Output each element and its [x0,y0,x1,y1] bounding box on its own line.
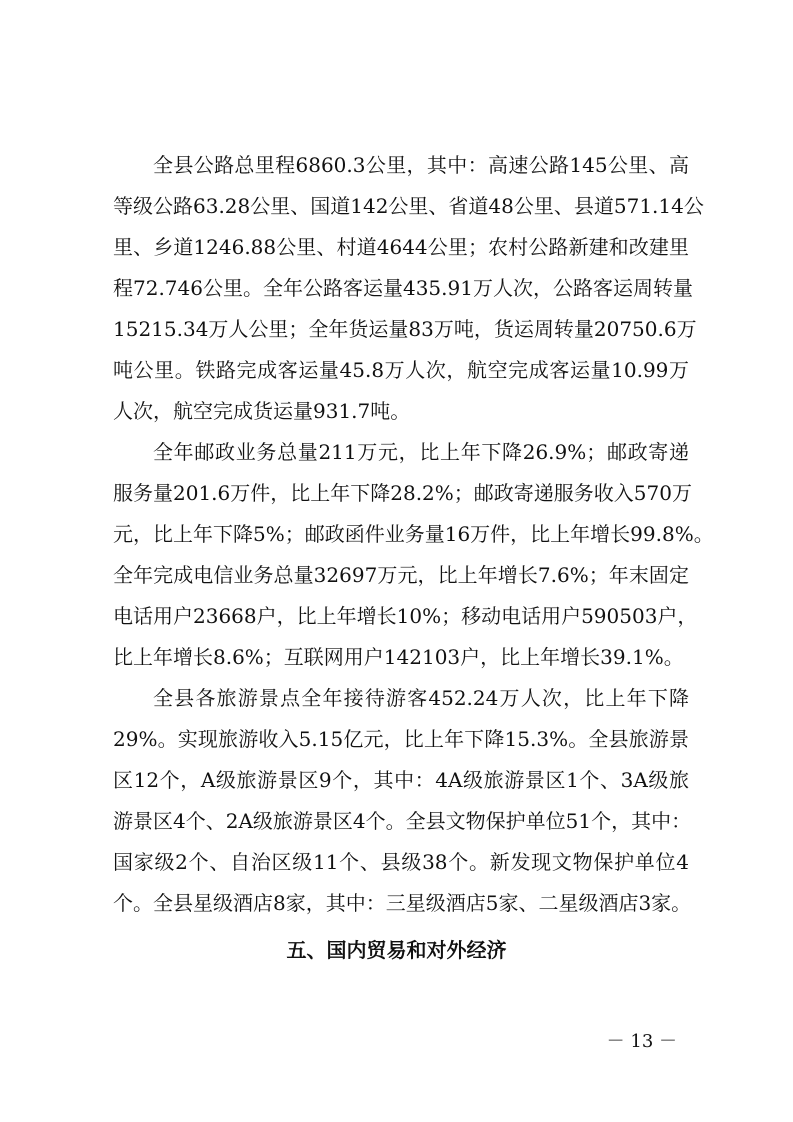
paragraph-line: 游景区4个、2A级旅游景区4个。全县文物保护单位51个，其中： [113,809,692,833]
paragraph-line: 个。全县星级酒店8家，其中：三星级酒店5家、二星级酒店3家。 [113,891,692,915]
paragraph-line: 等级公路63.28公里、国道142公里、省道48公里、县道571.14公 [113,194,704,218]
paragraph-line: 里、乡道1246.88公里、村道4644公里；农村公路新建和改建里 [113,235,689,259]
paragraph-line: 服务量201.6万件，比上年下降28.2%；邮政寄递服务收入570万 [113,481,692,505]
paragraph-line: 15215.34万人公里；全年货运量83万吨，货运周转量20750.6万 [113,317,697,341]
paragraph-line: 全年邮政业务总量211万元，比上年下降26.9%；邮政寄递 [153,440,689,464]
page-number: － 13 － [606,1031,677,1052]
paragraph-line: 全年完成电信业务总量32697万元，比上年增长7.6%；年末固定 [113,563,689,587]
paragraph-line: 元，比上年下降5%；邮政函件业务量16万件，比上年增长99.8%。 [113,522,714,546]
paragraph-line: 29%。实现旅游收入5.15亿元，比上年下降15.3%。全县旅游景 [113,727,689,751]
body-text [113,145,714,924]
paragraph-line: 程72.746公里。全年公路客运量435.91万人次，公路客运周转量 [113,276,693,300]
section-heading: 五、国内贸易和对外经济 [286,938,507,962]
paragraph-line: 电话用户23668户，比上年增长10%；移动电话用户590503户， [113,604,698,628]
paragraph-line: 比上年增长8.6%；互联网用户142103户，比上年增长39.1%。 [113,645,684,669]
paragraph-line: 区12个，A级旅游景区9个，其中：4A级旅游景区1个、3A级旅 [113,768,689,792]
paragraph-line: 全县公路总里程6860.3公里，其中：高速公路145公里、高 [153,153,689,177]
paragraph-line: 吨公里。铁路完成客运量45.8万人次，航空完成客运量10.99万 [113,358,689,382]
paragraph-line: 全县各旅游景点全年接待游客452.24万人次，比上年下降 [153,686,689,710]
paragraph-line: 人次，航空完成货运量931.7吨。 [113,399,411,423]
paragraph-line: 国家级2个、自治区级11个、县级38个。新发现文物保护单位4 [113,850,689,874]
